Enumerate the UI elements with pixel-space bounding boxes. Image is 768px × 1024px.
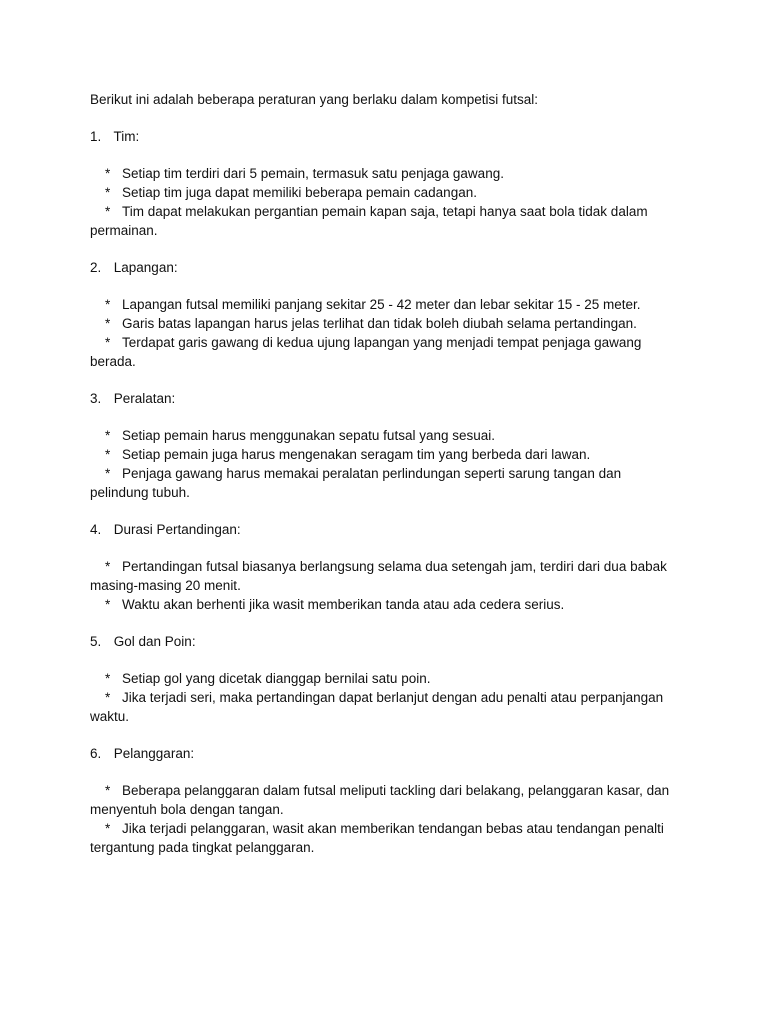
list-item	[90, 202, 680, 240]
section-heading	[90, 632, 690, 651]
list-item-text: Penjaga gawang harus memakai peralatan perlindungan seperti sarung tangan dan pelindung tubuh.	[90, 466, 622, 500]
list-item-text: Waktu akan berhenti jika wasit memberikan tanda atau ada cedera serius.	[122, 597, 565, 612]
section-number: 6.	[90, 746, 102, 761]
bullet-list	[90, 669, 690, 726]
bullet-marker: *	[105, 447, 111, 462]
section-number: 4.	[90, 522, 102, 537]
list-item	[90, 669, 680, 688]
list-item	[90, 295, 680, 314]
list-item-text: Setiap tim terdiri dari 5 pemain, termasuk satu penjaga gawang.	[122, 166, 504, 181]
list-item-text: Lapangan futsal memiliki panjang sekitar 25 - 42 meter dan lebar sekitar 15 - 25 meter.	[122, 297, 641, 312]
section-lapangan	[90, 258, 690, 371]
section-heading	[90, 258, 690, 277]
list-item-text: Jika terjadi seri, maka pertandingan dapat berlanjut dengan adu penalti atau perpanjangan waktu.	[90, 690, 664, 724]
bullet-list	[90, 557, 690, 614]
bullet-marker: *	[105, 297, 111, 312]
bullet-marker: *	[105, 166, 111, 181]
section-title: Peralatan:	[113, 391, 176, 406]
section-number: 3.	[90, 391, 102, 406]
bullet-marker: *	[105, 428, 111, 443]
section-title: Tim:	[113, 129, 140, 144]
section-number: 1.	[90, 129, 102, 144]
list-item-text: Tim dapat melakukan pergantian pemain kapan saja, tetapi hanya saat bola tidak dalam permainan.	[90, 204, 648, 238]
bullet-marker: *	[105, 204, 111, 219]
intro-paragraph: Berikut ini adalah beberapa peraturan yang berlaku dalam kompetisi futsal:	[90, 92, 539, 107]
list-item	[90, 183, 680, 202]
list-item-text: Setiap pemain juga harus mengenakan seragam tim yang berbeda dari lawan.	[122, 447, 591, 462]
list-item-text: Setiap tim juga dapat memiliki beberapa pemain cadangan.	[122, 185, 477, 200]
list-item	[90, 595, 680, 614]
list-item	[90, 426, 680, 445]
section-number: 5.	[90, 634, 102, 649]
list-item	[90, 781, 680, 819]
bullet-marker: *	[105, 559, 111, 574]
list-item-text: Setiap gol yang dicetak dianggap bernilai satu poin.	[122, 671, 431, 686]
list-item-text: Terdapat garis gawang di kedua ujung lapangan yang menjadi tempat penjaga gawang berada.	[90, 335, 642, 369]
section-title: Lapangan:	[113, 260, 178, 275]
list-item	[90, 333, 680, 371]
section-title: Durasi Pertandingan:	[113, 522, 241, 537]
section-tim	[90, 127, 690, 240]
bullet-marker: *	[105, 597, 111, 612]
bullet-marker: *	[105, 671, 111, 686]
bullet-marker: *	[105, 316, 111, 331]
bullet-marker: *	[105, 821, 111, 836]
list-item	[90, 464, 680, 502]
list-item-text: Garis batas lapangan harus jelas terlihat dan tidak boleh diubah selama pertandingan.	[122, 316, 637, 331]
section-heading	[90, 520, 690, 539]
bullet-list	[90, 295, 690, 371]
section-peralatan	[90, 389, 690, 502]
section-heading	[90, 127, 690, 146]
section-gol-dan-poin	[90, 632, 690, 726]
list-item	[90, 314, 680, 333]
bullet-marker: *	[105, 335, 111, 350]
list-item	[90, 819, 680, 857]
bullet-marker: *	[105, 185, 111, 200]
section-durasi-pertandingan	[90, 520, 690, 614]
section-number: 2.	[90, 260, 102, 275]
section-heading	[90, 389, 690, 408]
list-item	[90, 164, 680, 183]
list-item	[90, 445, 680, 464]
list-item-text: Beberapa pelanggaran dalam futsal meliputi tackling dari belakang, pelanggaran kasar, dan menyentuh bola dengan tangan.	[90, 783, 670, 817]
bullet-marker: *	[105, 466, 111, 481]
bullet-list	[90, 426, 690, 502]
document-page	[90, 90, 690, 857]
section-title: Pelanggaran:	[113, 746, 195, 761]
bullet-marker: *	[105, 783, 111, 798]
list-item	[90, 557, 680, 595]
list-item-text: Setiap pemain harus menggunakan sepatu futsal yang sesuai.	[122, 428, 495, 443]
section-pelanggaran	[90, 744, 690, 857]
section-title: Gol dan Poin:	[113, 634, 196, 649]
bullet-list	[90, 781, 690, 857]
list-item-text: Jika terjadi pelanggaran, wasit akan memberikan tendangan bebas atau tendangan penalti tergantung pada tingkat pelanggaran.	[90, 821, 664, 855]
list-item-text: Pertandingan futsal biasanya berlangsung selama dua setengah jam, terdiri dari dua babak masing-masing 20 menit.	[90, 559, 667, 593]
list-item	[90, 688, 680, 726]
section-heading	[90, 744, 690, 763]
bullet-list	[90, 164, 690, 240]
bullet-marker: *	[105, 690, 111, 705]
